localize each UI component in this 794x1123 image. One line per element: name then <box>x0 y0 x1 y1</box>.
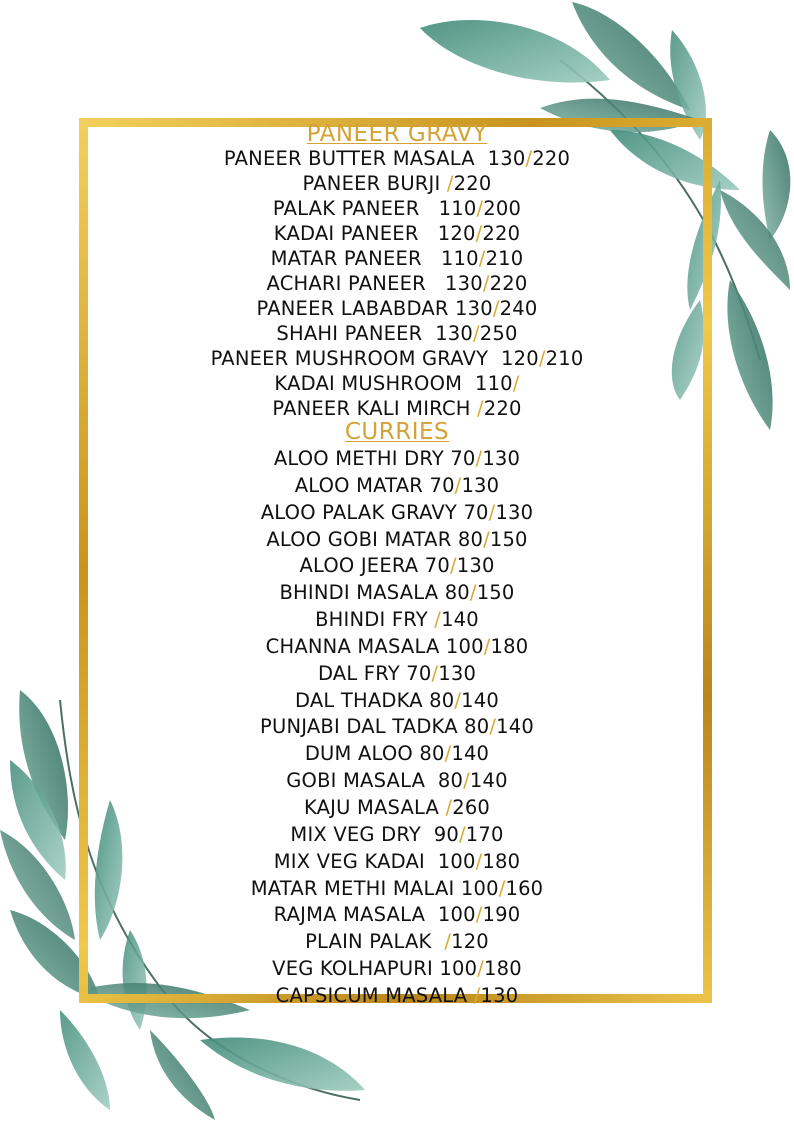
menu-item <box>0 196 794 221</box>
menu-item-price: 210 <box>485 247 524 270</box>
menu-item-price: 210 <box>545 347 584 370</box>
menu-item <box>0 902 794 929</box>
menu-item-name: ALOO JEERA 70 <box>299 554 450 578</box>
price-separator: / <box>525 147 533 170</box>
menu-item-name: MATAR METHI MALAI 100 <box>250 876 499 900</box>
menu-item-name: PANEER BURJI <box>302 172 447 195</box>
menu-item <box>0 768 794 795</box>
price-separator: / <box>475 849 483 873</box>
menu-item-price: 260 <box>452 795 491 819</box>
price-separator: / <box>492 297 500 320</box>
menu-item <box>0 527 794 554</box>
menu-item-price: 140 <box>461 688 499 712</box>
menu-item <box>0 929 794 956</box>
menu-item-price: 220 <box>489 272 528 295</box>
menu-item-price: 130 <box>480 983 519 1007</box>
menu-item <box>0 171 794 196</box>
menu-item-price: 250 <box>479 322 518 345</box>
menu-item-name: MIX VEG DRY 90 <box>290 822 459 846</box>
menu-item <box>0 795 794 822</box>
price-separator: / <box>477 397 484 420</box>
price-separator: / <box>454 688 462 712</box>
section-title-paneer-gravy: PANEER GRAVY <box>306 121 488 147</box>
menu-item-price: 220 <box>483 397 522 420</box>
menu-item-name: MIX VEG KADAI 100 <box>273 849 476 873</box>
menu-item-price: 170 <box>465 822 504 846</box>
menu-item <box>0 321 794 346</box>
menu-item <box>0 876 794 903</box>
menu-item <box>0 661 794 688</box>
menu-item-name: BHINDI FRY <box>315 608 435 632</box>
price-separator: / <box>454 473 462 497</box>
price-separator: / <box>475 222 483 245</box>
menu-item-name: RAJMA MASALA 100 <box>273 903 476 927</box>
menu-item-name: GOBI MASALA 80 <box>286 769 464 793</box>
menu-item-name: ALOO MATAR 70 <box>294 473 455 497</box>
menu-item-name: DAL FRY 70 <box>317 661 432 685</box>
menu-item-name: PALAK PANEER 110 <box>272 197 477 220</box>
menu-item-name: KADAI PANEER 120 <box>273 222 476 245</box>
price-separator: / <box>483 527 490 551</box>
price-separator: / <box>445 795 453 819</box>
price-separator: / <box>469 581 477 605</box>
menu-item <box>0 607 794 634</box>
menu-item <box>0 246 794 271</box>
menu-item-name: PLAIN PALAK <box>305 930 445 954</box>
curries-list <box>0 446 794 1010</box>
price-separator: / <box>431 661 439 685</box>
menu-item <box>0 553 794 580</box>
menu-item-name: PANEER KALI MIRCH <box>272 397 478 420</box>
menu-item <box>0 221 794 246</box>
menu-item-price: 150 <box>476 581 515 605</box>
menu-item-price: 130 <box>456 554 495 578</box>
menu-item <box>0 296 794 321</box>
menu-item-price: 240 <box>499 297 538 320</box>
menu-item-name: ALOO METHI DRY 70 <box>273 447 476 470</box>
price-separator: / <box>434 608 442 632</box>
menu-item <box>0 473 794 500</box>
menu-item <box>0 688 794 715</box>
menu-item-price: 190 <box>482 903 521 927</box>
menu-item-name: PANEER MUSHROOM GRAVY 120 <box>210 347 539 370</box>
price-separator: / <box>449 554 457 578</box>
menu-item <box>0 446 794 473</box>
price-separator: / <box>477 957 484 981</box>
price-separator: / <box>488 500 496 524</box>
menu-item-price: 140 <box>451 742 490 766</box>
menu-item-price: 160 <box>505 876 544 900</box>
menu-item-name: MATAR PANEER 110 <box>270 247 479 270</box>
menu-item-price: 130 <box>482 447 521 470</box>
menu-item <box>0 822 794 849</box>
menu-item-price: 220 <box>482 222 521 245</box>
section-title-curries: CURRIES <box>344 419 450 445</box>
menu-item <box>0 956 794 983</box>
menu-item <box>0 500 794 527</box>
menu-item <box>0 371 794 396</box>
price-separator: / <box>475 447 483 470</box>
menu-item-name: PANEER LABABDAR 130 <box>256 297 493 320</box>
menu-item <box>0 741 794 768</box>
menu-item-name: ACHARI PANEER 130 <box>266 272 483 295</box>
menu-item-price: 140 <box>441 608 479 632</box>
menu-item-name: ALOO GOBI MATAR 80 <box>266 527 484 551</box>
price-separator: / <box>482 272 490 295</box>
price-separator: / <box>458 822 466 846</box>
price-separator: / <box>538 347 546 370</box>
menu-item-name: KAJU MASALA <box>303 795 446 819</box>
menu-item-name: PANEER BUTTER MASALA 130 <box>223 147 526 170</box>
price-separator: / <box>473 322 480 345</box>
menu-item-price: 130 <box>438 661 477 685</box>
menu-item-price: 200 <box>483 197 522 220</box>
menu-item-name: KADAI MUSHROOM 110 <box>274 372 513 395</box>
menu-item-price: 220 <box>532 147 571 170</box>
menu-item-price: 130 <box>461 473 500 497</box>
menu-item <box>0 396 794 421</box>
menu-item <box>0 634 794 661</box>
menu-item-price: 150 <box>489 527 528 551</box>
menu-item-price: 180 <box>484 957 522 981</box>
menu-item-name: VEG KOLHAPURI 100 <box>272 957 478 981</box>
price-separator: / <box>446 172 454 195</box>
menu-item-price: 130 <box>495 500 534 524</box>
menu-item-name: CAPSICUM MASALA <box>275 983 474 1007</box>
price-separator: / <box>498 876 506 900</box>
menu-item-name: DUM ALOO 80 <box>304 742 445 766</box>
menu-item <box>0 714 794 741</box>
price-separator: / <box>444 930 452 954</box>
menu-item <box>0 849 794 876</box>
menu-item-price: 180 <box>490 634 529 658</box>
price-separator: / <box>476 197 484 220</box>
menu-item-price: 220 <box>453 172 492 195</box>
paneer-gravy-list <box>0 146 794 421</box>
menu-item-name: ALOO PALAK GRAVY 70 <box>260 500 489 524</box>
price-separator: / <box>444 742 452 766</box>
menu-item-name: DAL THADKA 80 <box>294 688 455 712</box>
menu-item <box>0 146 794 171</box>
menu-item-price: 180 <box>482 849 521 873</box>
menu-item-name: CHANNA MASALA 100 <box>265 634 484 658</box>
menu-item <box>0 983 794 1010</box>
menu-item-name: BHINDI MASALA 80 <box>279 581 470 605</box>
menu-item-name: PUNJABI DAL TADKA 80 <box>260 715 490 739</box>
menu-item-price: 140 <box>496 715 534 739</box>
menu-item <box>0 346 794 371</box>
price-separator: / <box>475 903 483 927</box>
price-separator: / <box>512 372 520 395</box>
menu-item-price: 120 <box>451 930 489 954</box>
price-separator: / <box>478 247 486 270</box>
menu-item-name: SHAHI PANEER 130 <box>276 322 474 345</box>
price-separator: / <box>489 715 497 739</box>
price-separator: / <box>483 634 491 658</box>
menu-item <box>0 271 794 296</box>
menu-item <box>0 580 794 607</box>
price-separator: / <box>473 983 481 1007</box>
price-separator: / <box>463 769 470 793</box>
menu-item-price: 140 <box>469 769 508 793</box>
